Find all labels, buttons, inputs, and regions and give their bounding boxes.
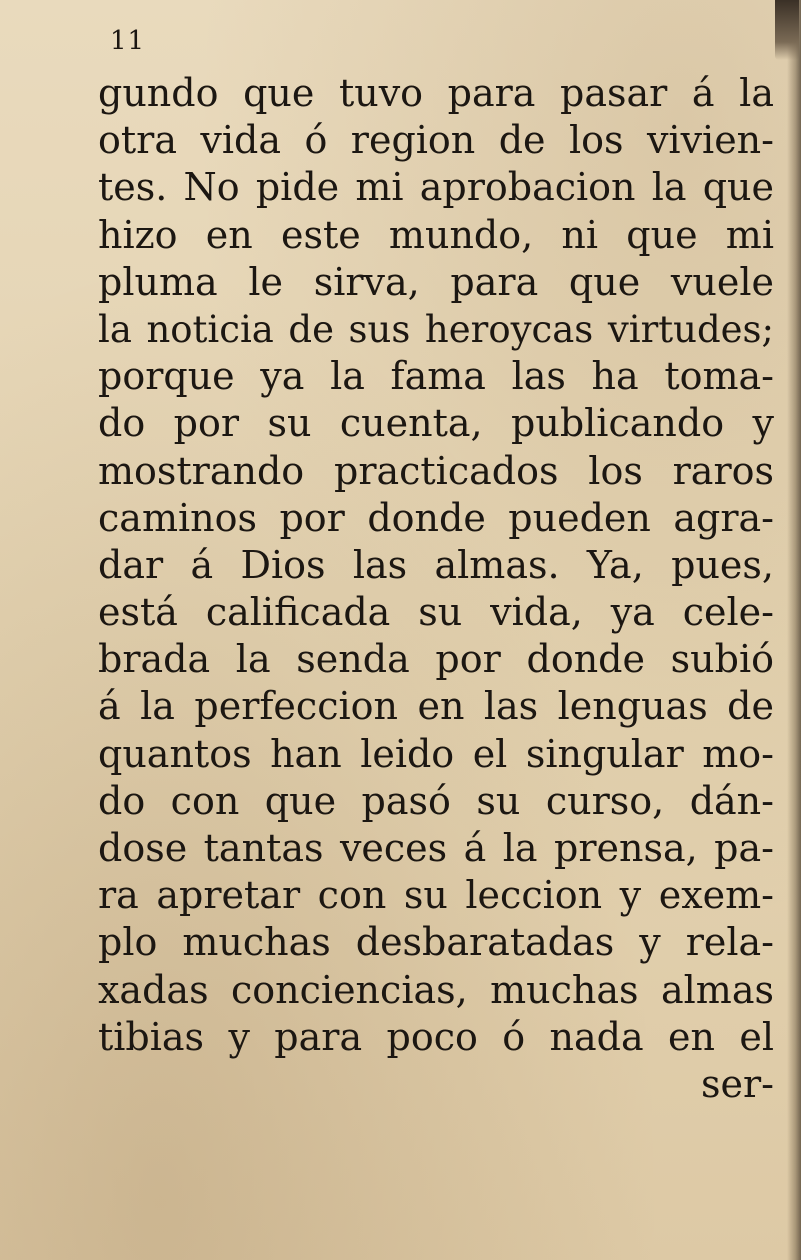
page-number: 11 [110,26,146,56]
catchword: ser- [701,1061,774,1106]
body-text [98,70,774,1108]
text-line: do con que pasó su curso, dán- [98,778,774,823]
text-line: quantos han leido el singular mo- [98,731,774,776]
text-line: xadas conciencias, muchas almas [98,967,774,1012]
text-line: dose tantas veces á la prensa, pa- [98,826,774,870]
text-line: la noticia de sus heroycas virtudes; [98,307,774,351]
text-line: está calificada su vida, ya cele- [98,590,774,635]
text-line: plo muchas desbaratadas y rela- [98,920,774,965]
page-edge-shadow [787,0,801,1260]
corner-damage-mark [775,0,799,60]
text-line: tibias y para poco ó nada en el [98,1014,774,1059]
text-line: pluma le sirva, para que vuele [98,259,774,304]
text-line: ra apretar con su leccion y exem- [98,873,774,918]
text-line: porque ya la fama las ha toma- [98,354,774,399]
text-line: caminos por donde pueden agra- [98,495,774,540]
text-line: brada la senda por donde subió [98,637,774,682]
text-line: gundo que tuvo para pasar á la [98,71,774,115]
text-line: tes. No pide mi aprobacion la que [98,165,774,210]
text-line: á la perfeccion en las lenguas de [98,684,774,729]
text-line: hizo en este mundo, ni que mi [98,212,774,257]
text-line: otra vida ó region de los vivien- [98,118,774,163]
text-line: do por su cuenta, publicando y [98,401,774,446]
text-line: mostrando practicados los raros [98,448,774,493]
text-line: dar á Dios las almas. Ya, pues, [98,542,774,587]
